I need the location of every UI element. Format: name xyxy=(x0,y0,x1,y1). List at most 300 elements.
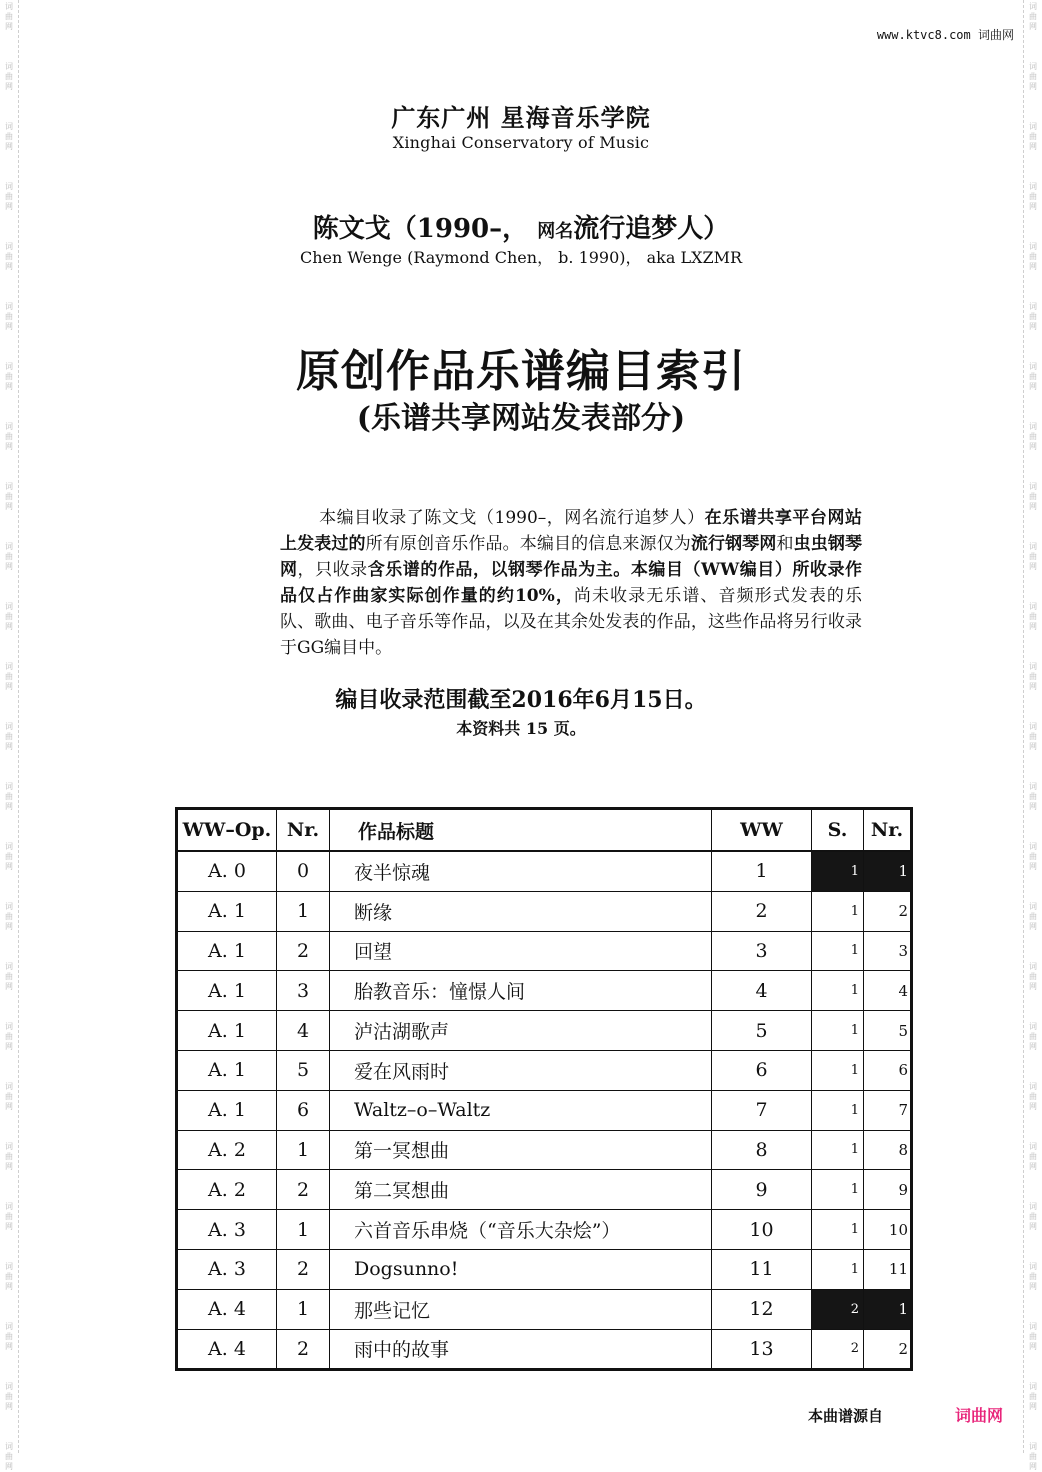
watermark-char: 网 xyxy=(1029,1402,1037,1411)
cell-ww: 3 xyxy=(712,931,812,971)
cell-ww-op: A. 4 xyxy=(177,1329,277,1370)
watermark-char: 词 xyxy=(1029,1442,1037,1451)
watermark-char: 词 xyxy=(5,1142,13,1151)
watermark-char: 网 xyxy=(1029,442,1037,451)
cell-nr: 5 xyxy=(277,1050,330,1090)
watermark-char: 曲 xyxy=(5,12,13,21)
watermark-char: 词 xyxy=(1029,1142,1037,1151)
watermark-char: 网 xyxy=(5,562,13,571)
table-row xyxy=(177,1329,912,1370)
watermark-char: 网 xyxy=(1029,622,1037,631)
cell-ww-op: A. 1 xyxy=(177,891,277,931)
cell-ww-op: A. 1 xyxy=(177,1050,277,1090)
watermark-char: 词 xyxy=(5,962,13,971)
cell-s: 1 xyxy=(812,1210,864,1250)
watermark-stack xyxy=(1025,602,1041,632)
cell-nr: 3 xyxy=(277,971,330,1011)
header-nr: Nr. xyxy=(277,809,330,852)
cell-ww: 1 xyxy=(712,851,812,891)
school-name-en: Xinghai Conservatory of Music xyxy=(392,133,650,152)
cell-n: 3 xyxy=(864,931,912,971)
cell-title: 第一冥想曲 xyxy=(330,1130,712,1170)
watermark-char: 曲 xyxy=(5,1392,13,1401)
table-row xyxy=(177,1249,912,1289)
watermark-char: 网 xyxy=(1029,322,1037,331)
cell-s: 1 xyxy=(812,1170,864,1210)
table-row xyxy=(177,891,912,931)
watermark-stack xyxy=(1,482,17,512)
watermark-char: 词 xyxy=(5,902,13,911)
watermark-char: 词 xyxy=(5,182,13,191)
watermark-char: 网 xyxy=(1029,922,1037,931)
cell-s: 1 xyxy=(812,971,864,1011)
watermark-char: 曲 xyxy=(1029,912,1037,921)
intro-text: 本编目收录了陈文戈（1990–，网名流行追梦人）在乐谱共享平台网站上发表过的所有原创音乐作品。本编目的信息来源仅为流行钢琴网和虫虫钢琴网，只收录含乐谱的作品，以钢琴作品为主。本编目（WW编目）所收录作品仅占作曲家实际创作量的约10%，尚未收录无乐谱、音频形式发表的乐队、歌曲、电子音乐等作品，以及在其余处发表的作品，这些作品将另行收录于GG编目中。 xyxy=(280,508,863,658)
cell-n: 9 xyxy=(864,1170,912,1210)
author-name-cn xyxy=(0,208,1042,245)
watermark-char: 曲 xyxy=(1029,252,1037,261)
cell-n: 5 xyxy=(864,1011,912,1051)
intro-paragraph xyxy=(280,505,862,661)
watermark-stack xyxy=(1025,1262,1041,1292)
catalog-table xyxy=(175,807,913,1371)
watermark-char: 曲 xyxy=(5,1152,13,1161)
table-row xyxy=(177,1130,912,1170)
cell-nr: 2 xyxy=(277,1170,330,1210)
watermark-char: 网 xyxy=(5,622,13,631)
watermark-stack xyxy=(1,602,17,632)
watermark-char: 网 xyxy=(1029,202,1037,211)
watermark-char: 词 xyxy=(5,1082,13,1091)
watermark-char: 网 xyxy=(1029,1042,1037,1051)
watermark-char: 网 xyxy=(5,682,13,691)
table-row xyxy=(177,971,912,1011)
watermark-char: 曲 xyxy=(1029,612,1037,621)
cell-ww-op: A. 0 xyxy=(177,851,277,891)
watermark-char: 曲 xyxy=(1029,1392,1037,1401)
watermark-char: 曲 xyxy=(1029,492,1037,501)
watermark-char: 曲 xyxy=(1029,192,1037,201)
watermark-stack xyxy=(1,962,17,992)
watermark-char: 网 xyxy=(1029,82,1037,91)
cell-ww: 6 xyxy=(712,1050,812,1090)
watermark-char: 词 xyxy=(1029,1022,1037,1031)
watermark-char: 词 xyxy=(1029,1082,1037,1091)
school-name-cn: 广东广州 星海音乐学院 xyxy=(391,103,651,132)
cell-ww: 11 xyxy=(712,1249,812,1289)
watermark-char: 词 xyxy=(5,2,13,11)
watermark-char: 曲 xyxy=(5,792,13,801)
cell-ww: 5 xyxy=(712,1011,812,1051)
watermark-char: 曲 xyxy=(1029,1032,1037,1041)
header-n: Nr. xyxy=(864,809,912,852)
cell-nr: 0 xyxy=(277,851,330,891)
header-s: S. xyxy=(812,809,864,852)
watermark-stack xyxy=(1025,2,1041,32)
footer-site-link[interactable]: 词曲网 xyxy=(955,1406,1004,1425)
watermark-char: 词 xyxy=(5,602,13,611)
cell-title: 夜半惊魂 xyxy=(330,851,712,891)
cell-nr: 2 xyxy=(277,1249,330,1289)
watermark-stack xyxy=(1025,962,1041,992)
watermark-stack xyxy=(1,842,17,872)
cell-title: 胎教音乐：憧憬人间 xyxy=(330,971,712,1011)
watermark-char: 曲 xyxy=(5,312,13,321)
watermark-char: 网 xyxy=(5,442,13,451)
watermark-char: 曲 xyxy=(5,192,13,201)
cell-n: 6 xyxy=(864,1050,912,1090)
watermark-char: 曲 xyxy=(1029,1212,1037,1221)
watermark-char: 网 xyxy=(1029,1462,1037,1471)
cell-ww-op: A. 2 xyxy=(177,1130,277,1170)
cell-ww: 13 xyxy=(712,1329,812,1370)
watermark-char: 曲 xyxy=(1029,1152,1037,1161)
cell-ww-op: A. 1 xyxy=(177,1011,277,1051)
watermark-char: 网 xyxy=(1029,1162,1037,1171)
cell-nr: 6 xyxy=(277,1090,330,1130)
cell-title: 回望 xyxy=(330,931,712,971)
watermark-char: 曲 xyxy=(5,732,13,741)
watermark-char: 网 xyxy=(5,982,13,991)
cell-n: 2 xyxy=(864,1329,912,1370)
watermark-char: 曲 xyxy=(1029,792,1037,801)
watermark-stack xyxy=(1,1322,17,1352)
cell-n: 11 xyxy=(864,1249,912,1289)
watermark-stack xyxy=(1,1262,17,1292)
watermark-char: 词 xyxy=(1029,242,1037,251)
watermark-char: 网 xyxy=(5,1282,13,1291)
watermark-char: 曲 xyxy=(1029,1092,1037,1101)
watermark-char: 曲 xyxy=(1029,1272,1037,1281)
watermark-char: 曲 xyxy=(1029,972,1037,981)
watermark-stack xyxy=(1,902,17,932)
watermark-char: 曲 xyxy=(1029,72,1037,81)
watermark-char: 曲 xyxy=(1029,732,1037,741)
cell-ww-op: A. 3 xyxy=(177,1210,277,1250)
table-row xyxy=(177,1011,912,1051)
cell-s: 2 xyxy=(812,1329,864,1370)
watermark-char: 网 xyxy=(5,22,13,31)
cell-s: 1 xyxy=(812,851,864,891)
watermark-char: 词 xyxy=(5,62,13,71)
watermark-char: 曲 xyxy=(1029,432,1037,441)
watermark-char: 词 xyxy=(1029,542,1037,551)
site-url[interactable]: www.ktvc8.com xyxy=(876,28,971,42)
watermark-char: 曲 xyxy=(5,72,13,81)
watermark-stack xyxy=(1,1382,17,1412)
watermark-char: 网 xyxy=(5,742,13,751)
watermark-char: 词 xyxy=(1029,182,1037,191)
cell-nr: 1 xyxy=(277,1289,330,1329)
watermark-char: 网 xyxy=(5,1222,13,1231)
cell-nr: 4 xyxy=(277,1011,330,1051)
watermark-char: 曲 xyxy=(1029,1332,1037,1341)
cell-n: 1 xyxy=(864,851,912,891)
cell-title: 泸沽湖歌声 xyxy=(330,1011,712,1051)
watermark-stack xyxy=(1025,1202,1041,1232)
watermark-char: 曲 xyxy=(1029,372,1037,381)
watermark-char: 词 xyxy=(1029,842,1037,851)
watermark-stack xyxy=(1025,782,1041,812)
watermark-char: 词 xyxy=(1029,362,1037,371)
watermark-char: 词 xyxy=(1029,1262,1037,1271)
cell-n: 2 xyxy=(864,891,912,931)
watermark-stack xyxy=(1,1022,17,1052)
watermark-char: 词 xyxy=(5,1022,13,1031)
table-row xyxy=(177,1170,912,1210)
watermark-char: 词 xyxy=(1029,602,1037,611)
header-ww: WW xyxy=(712,809,812,852)
author-name-main: 陈文戈（1990–， xyxy=(312,214,529,244)
watermark-char: 网 xyxy=(1029,1102,1037,1111)
watermark-char: 词 xyxy=(5,1262,13,1271)
watermark-char: 词 xyxy=(5,1322,13,1331)
cell-n: 1 xyxy=(864,1289,912,1329)
table-row xyxy=(177,851,912,891)
watermark-char: 网 xyxy=(1029,1342,1037,1351)
cell-nr: 1 xyxy=(277,891,330,931)
watermark-char: 词 xyxy=(1029,482,1037,491)
cell-ww-op: A. 1 xyxy=(177,931,277,971)
cell-title: 那些记忆 xyxy=(330,1289,712,1329)
watermark-stack xyxy=(1025,1082,1041,1112)
watermark-char: 网 xyxy=(5,922,13,931)
watermark-char: 曲 xyxy=(1029,312,1037,321)
watermark-char: 曲 xyxy=(5,912,13,921)
watermark-stack xyxy=(1,2,17,32)
watermark-char: 曲 xyxy=(5,1332,13,1341)
watermark-char: 词 xyxy=(1029,962,1037,971)
watermark-char: 词 xyxy=(5,482,13,491)
watermark-char: 曲 xyxy=(5,672,13,681)
watermark-char: 网 xyxy=(5,322,13,331)
watermark-char: 词 xyxy=(5,1382,13,1391)
cell-s: 1 xyxy=(812,1249,864,1289)
cell-s: 1 xyxy=(812,1050,864,1090)
watermark-char: 网 xyxy=(5,202,13,211)
watermark-char: 词 xyxy=(5,1202,13,1211)
watermark-char: 网 xyxy=(1029,742,1037,751)
site-header-label xyxy=(877,26,1014,43)
cell-s: 1 xyxy=(812,1011,864,1051)
table-row xyxy=(177,1050,912,1090)
document-subtitle: (乐谱共享网站发表部分) xyxy=(356,401,686,436)
watermark-char: 词 xyxy=(1029,2,1037,11)
watermark-char: 网 xyxy=(5,1102,13,1111)
header-title: 作品标题 xyxy=(330,809,712,852)
watermark-char: 网 xyxy=(5,262,13,271)
cell-s: 2 xyxy=(812,1289,864,1329)
cell-nr: 1 xyxy=(277,1130,330,1170)
site-name[interactable]: 词曲网 xyxy=(977,28,1014,42)
watermark-char: 词 xyxy=(1029,422,1037,431)
watermark-char: 网 xyxy=(5,82,13,91)
watermark-char: 网 xyxy=(1029,262,1037,271)
watermark-char: 词 xyxy=(1029,722,1037,731)
watermark-char: 词 xyxy=(5,782,13,791)
watermark-stack xyxy=(1025,1142,1041,1172)
cell-ww: 4 xyxy=(712,971,812,1011)
author-nickname: 流行追梦人） xyxy=(573,214,730,244)
watermark-char: 网 xyxy=(5,142,13,151)
watermark-char: 网 xyxy=(5,1402,13,1411)
watermark-char: 网 xyxy=(1029,562,1037,571)
watermark-char: 曲 xyxy=(5,1272,13,1281)
cell-s: 1 xyxy=(812,1130,864,1170)
cell-title: 第二冥想曲 xyxy=(330,1170,712,1210)
table-row xyxy=(177,1090,912,1130)
footer-source-label: 本曲谱源自 xyxy=(808,1407,884,1425)
watermark-char: 曲 xyxy=(1029,852,1037,861)
watermark-char: 词 xyxy=(1029,302,1037,311)
watermark-char: 网 xyxy=(5,1162,13,1171)
watermark-stack xyxy=(1,62,17,92)
cell-title: 爱在风雨时 xyxy=(330,1050,712,1090)
cell-title: Dogsunno! xyxy=(330,1249,712,1289)
watermark-char: 曲 xyxy=(1029,1452,1037,1461)
watermark-char: 网 xyxy=(5,862,13,871)
watermark-char: 词 xyxy=(5,362,13,371)
cell-nr: 2 xyxy=(277,1329,330,1370)
cell-ww: 7 xyxy=(712,1090,812,1130)
watermark-stack xyxy=(1025,302,1041,332)
cell-n: 8 xyxy=(864,1130,912,1170)
watermark-stack xyxy=(1,782,17,812)
cell-s: 1 xyxy=(812,931,864,971)
watermark-char: 曲 xyxy=(5,1032,13,1041)
table-row xyxy=(177,1289,912,1329)
watermark-char: 词 xyxy=(5,122,13,131)
watermark-char: 网 xyxy=(5,802,13,811)
cell-ww-op: A. 3 xyxy=(177,1249,277,1289)
watermark-stack xyxy=(1025,482,1041,512)
watermark-stack xyxy=(1025,542,1041,572)
watermark-char: 词 xyxy=(5,842,13,851)
watermark-stack xyxy=(1025,1442,1041,1472)
watermark-char: 曲 xyxy=(1029,552,1037,561)
watermark-char: 网 xyxy=(1029,502,1037,511)
watermark-char: 网 xyxy=(1029,382,1037,391)
watermark-char: 曲 xyxy=(1029,132,1037,141)
watermark-stack xyxy=(1,1442,17,1472)
watermark-stack xyxy=(1025,1022,1041,1052)
scope-note: 编目收录范围截至2016年6月15日。 xyxy=(335,687,707,713)
watermark-char: 曲 xyxy=(5,1212,13,1221)
watermark-char: 曲 xyxy=(5,972,13,981)
watermark-stack xyxy=(1025,1382,1041,1412)
watermark-stack xyxy=(1,1202,17,1232)
cell-s: 1 xyxy=(812,1090,864,1130)
table-row xyxy=(177,931,912,971)
watermark-char: 曲 xyxy=(1029,12,1037,21)
watermark-char: 词 xyxy=(1029,1202,1037,1211)
watermark-stack xyxy=(1,1142,17,1172)
table-row xyxy=(177,1210,912,1250)
cell-ww: 2 xyxy=(712,891,812,931)
cell-ww: 8 xyxy=(712,1130,812,1170)
watermark-char: 曲 xyxy=(5,492,13,501)
watermark-char: 词 xyxy=(1029,662,1037,671)
cell-ww: 12 xyxy=(712,1289,812,1329)
cell-ww: 9 xyxy=(712,1170,812,1210)
watermark-char: 网 xyxy=(5,382,13,391)
watermark-stack xyxy=(1,302,17,332)
cell-title: 六首音乐串烧（“音乐大杂烩”） xyxy=(330,1210,712,1250)
watermark-stack xyxy=(1025,842,1041,872)
watermark-char: 网 xyxy=(1029,1282,1037,1291)
author-name-en: Chen Wenge (Raymond Chen， b. 1990)， aka LXZMR xyxy=(299,248,743,267)
watermark-char: 词 xyxy=(1029,1382,1037,1391)
watermark-char: 词 xyxy=(5,542,13,551)
watermark-char: 曲 xyxy=(5,1092,13,1101)
watermark-char: 曲 xyxy=(5,852,13,861)
watermark-char: 曲 xyxy=(5,432,13,441)
cell-title: 雨中的故事 xyxy=(330,1329,712,1370)
watermark-char: 网 xyxy=(1029,1222,1037,1231)
watermark-char: 词 xyxy=(1029,782,1037,791)
watermark-char: 曲 xyxy=(5,612,13,621)
watermark-char: 网 xyxy=(1029,142,1037,151)
cell-title: Waltz–o–Waltz xyxy=(330,1090,712,1130)
watermark-char: 词 xyxy=(5,662,13,671)
watermark-stack xyxy=(1025,902,1041,932)
watermark-char: 网 xyxy=(1029,802,1037,811)
cell-nr: 2 xyxy=(277,931,330,971)
watermark-char: 网 xyxy=(5,1042,13,1051)
watermark-char: 网 xyxy=(1029,682,1037,691)
watermark-char: 网 xyxy=(1029,862,1037,871)
watermark-char: 词 xyxy=(5,302,13,311)
header-ww-op: WW–Op. xyxy=(177,809,277,852)
cell-s: 1 xyxy=(812,891,864,931)
cell-ww: 10 xyxy=(712,1210,812,1250)
watermark-char: 网 xyxy=(1029,982,1037,991)
watermark-char: 词 xyxy=(1029,902,1037,911)
cell-ww-op: A. 2 xyxy=(177,1170,277,1210)
cell-ww-op: A. 4 xyxy=(177,1289,277,1329)
watermark-char: 曲 xyxy=(1029,672,1037,681)
cell-n: 7 xyxy=(864,1090,912,1130)
watermark-char: 词 xyxy=(1029,1322,1037,1331)
watermark-char: 曲 xyxy=(5,552,13,561)
cell-ww-op: A. 1 xyxy=(177,971,277,1011)
watermark-char: 网 xyxy=(5,1342,13,1351)
document-title: 原创作品乐谱编目索引 xyxy=(296,346,746,397)
watermark-char: 曲 xyxy=(5,132,13,141)
cell-n: 10 xyxy=(864,1210,912,1250)
watermark-stack xyxy=(1,1082,17,1112)
cell-nr: 1 xyxy=(277,1210,330,1250)
watermark-char: 网 xyxy=(1029,22,1037,31)
author-nickname-label: 网名 xyxy=(537,221,574,242)
watermark-char: 词 xyxy=(1029,122,1037,131)
watermark-char: 词 xyxy=(5,242,13,251)
watermark-char: 词 xyxy=(5,1442,13,1451)
cell-n: 4 xyxy=(864,971,912,1011)
watermark-stack xyxy=(1,542,17,572)
cell-ww-op: A. 1 xyxy=(177,1090,277,1130)
page-count-note: 本资料共 15 页。 xyxy=(456,719,586,738)
watermark-char: 网 xyxy=(5,1462,13,1471)
table-header-row xyxy=(177,809,912,852)
watermark-stack xyxy=(1025,62,1041,92)
watermark-char: 词 xyxy=(1029,62,1037,71)
watermark-char: 曲 xyxy=(5,372,13,381)
watermark-char: 网 xyxy=(5,502,13,511)
watermark-char: 词 xyxy=(5,722,13,731)
watermark-char: 词 xyxy=(5,422,13,431)
watermark-char: 曲 xyxy=(5,1452,13,1461)
